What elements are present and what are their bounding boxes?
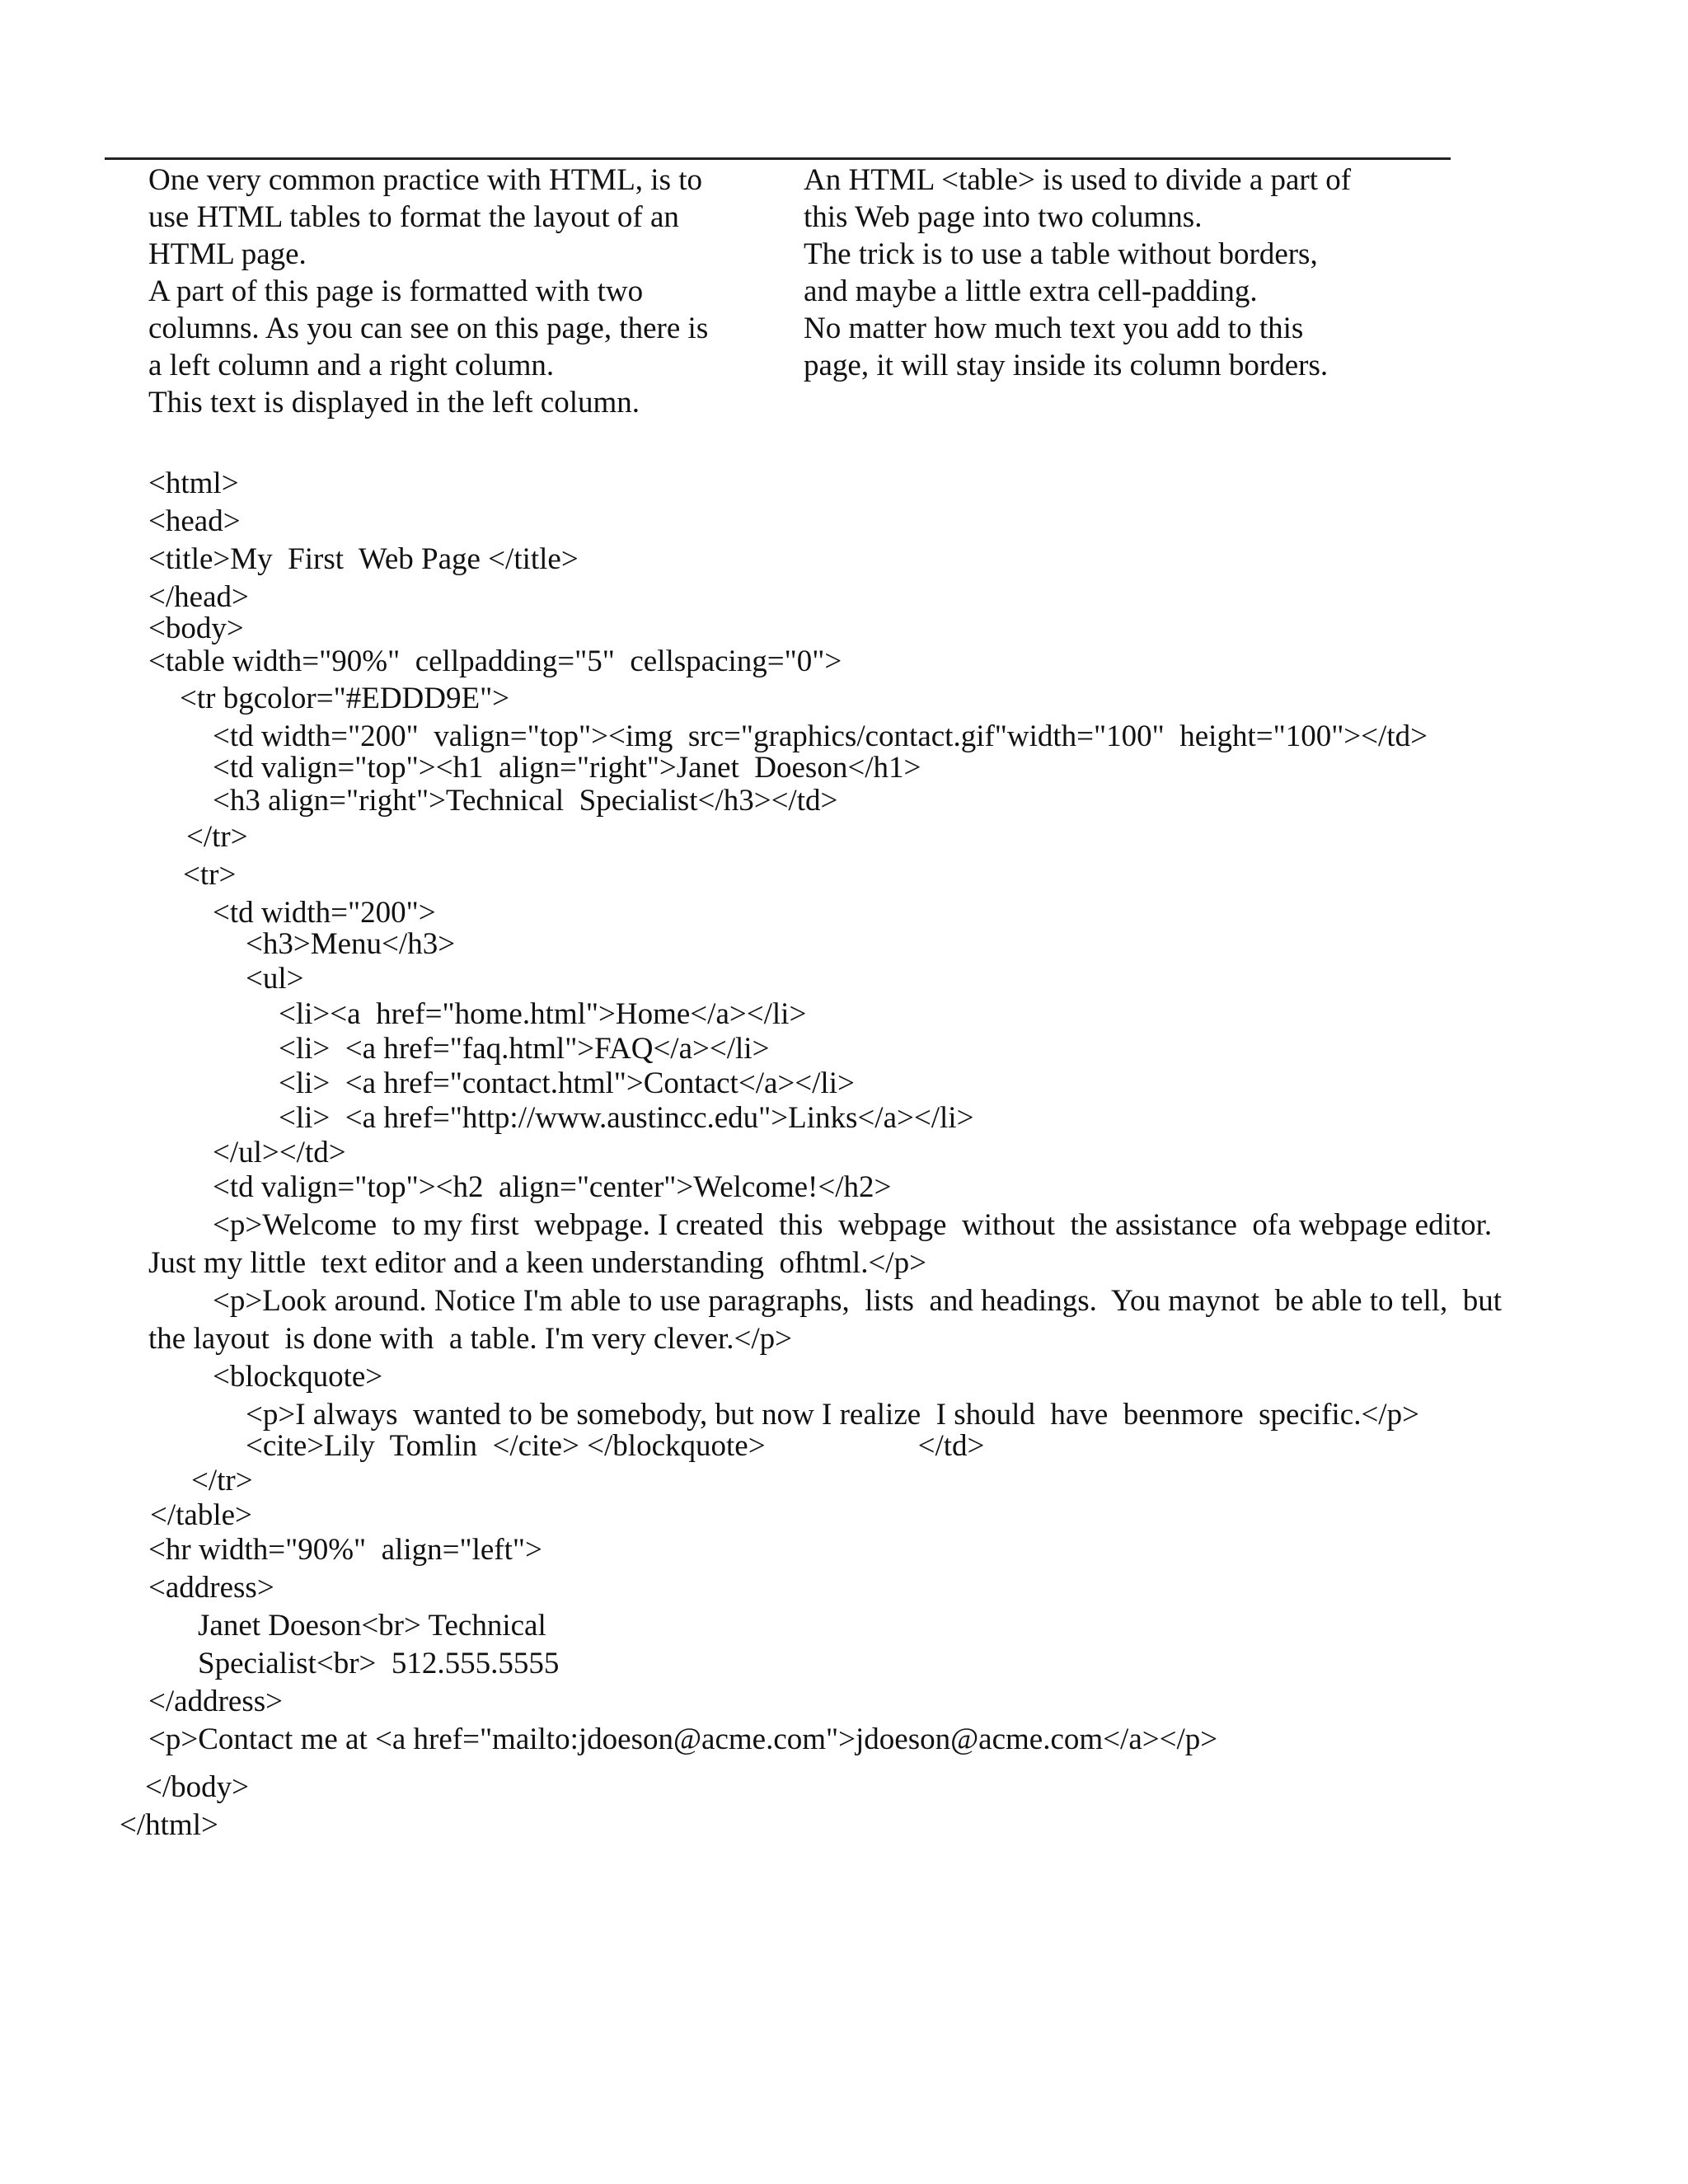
code-line: <td width="200" valign="top"><img src="graphics/contact.gif"width="100" height="100"></td> [213, 719, 1428, 753]
code-line: <tr> [183, 858, 237, 892]
code-line: <cite>Lily Tomlin </cite> </blockquote> </td> [246, 1429, 985, 1463]
left-column-line: This text is displayed in the left column. [148, 386, 640, 419]
code-line: </ul></td> [213, 1136, 346, 1169]
code-line: Janet Doeson<br> Technical [198, 1609, 546, 1643]
right-column-line: and maybe a little extra cell-padding. [804, 274, 1258, 308]
right-column-line: No matter how much text you add to this [804, 312, 1304, 345]
right-column-line: The trick is to use a table without borders, [804, 237, 1318, 271]
code-line: <td width="200"> [213, 896, 436, 930]
code-line: <tr bgcolor="#EDDD9E"> [180, 682, 510, 715]
left-column-line: A part of this page is formatted with two [148, 274, 644, 308]
code-line: Just my little text editor and a keen understanding ofhtml.</p> [148, 1246, 926, 1280]
code-line: <p>Welcome to my first webpage. I created this webpage without the assistance ofa webpage editor. [213, 1208, 1493, 1242]
code-line: <li> <a href="faq.html">FAQ</a></li> [279, 1032, 770, 1066]
right-column-line: page, it will stay inside its column borders. [804, 349, 1329, 382]
code-line: <ul> [246, 962, 304, 996]
code-line: </html> [120, 1808, 218, 1842]
code-line: <address> [148, 1571, 274, 1605]
code-line: </table> [150, 1498, 252, 1532]
left-column-line: One very common practice with HTML, is to [148, 163, 702, 197]
code-line: <li> <a href="contact.html">Contact</a></li> [279, 1066, 855, 1100]
right-column-line: An HTML <table> is used to divide a part of [804, 163, 1352, 197]
left-column-line: columns. As you can see on this page, there is [148, 312, 709, 345]
code-line: </address> [148, 1685, 283, 1718]
code-line: <blockquote> [213, 1360, 383, 1394]
code-line: </head> [148, 580, 249, 614]
left-column-line: HTML page. [148, 237, 307, 271]
code-line: <h3 align="right">Technical Specialist</h3></td> [213, 784, 838, 818]
left-column-line: a left column and a right column. [148, 349, 555, 382]
code-line: <p>Look around. Notice I'm able to use paragraphs, lists and headings. You maynot be able to tell, but [213, 1284, 1503, 1318]
code-line: </tr> [191, 1464, 253, 1497]
code-line: <head> [148, 504, 241, 538]
code-line: <p>I always wanted to be somebody, but now I realize I should have beenmore specific.</p> [246, 1398, 1419, 1432]
code-line: </tr> [186, 820, 248, 854]
code-line: <h3>Menu</h3> [246, 927, 456, 961]
code-line: <p>Contact me at <a href="mailto:jdoeson@acme.com">jdoeson@acme.com</a></p> [148, 1722, 1218, 1756]
code-line: <li> <a href="http://www.austincc.edu">Links</a></li> [279, 1101, 974, 1135]
code-line: <td valign="top"><h2 align="center">Welcome!</h2> [213, 1170, 892, 1204]
code-line: <hr width="90%" align="left"> [148, 1533, 542, 1567]
right-column-line: this Web page into two columns. [804, 200, 1203, 234]
code-line: Specialist<br> 512.555.5555 [198, 1647, 560, 1680]
code-line: </body> [145, 1770, 250, 1804]
code-line: the layout is done with a table. I'm very clever.</p> [148, 1322, 792, 1356]
code-line: <html> [148, 466, 239, 500]
code-line: <li><a href="home.html">Home</a></li> [279, 997, 807, 1031]
code-line: <body> [148, 612, 244, 645]
code-line: <table width="90%" cellpadding="5" cellspacing="0"> [148, 644, 842, 678]
code-line: <td valign="top"><h1 align="right">Janet Doeson</h1> [213, 751, 921, 785]
code-line: <title>My First Web Page </title> [148, 542, 579, 576]
left-column-line: use HTML tables to format the layout of an [148, 200, 679, 234]
